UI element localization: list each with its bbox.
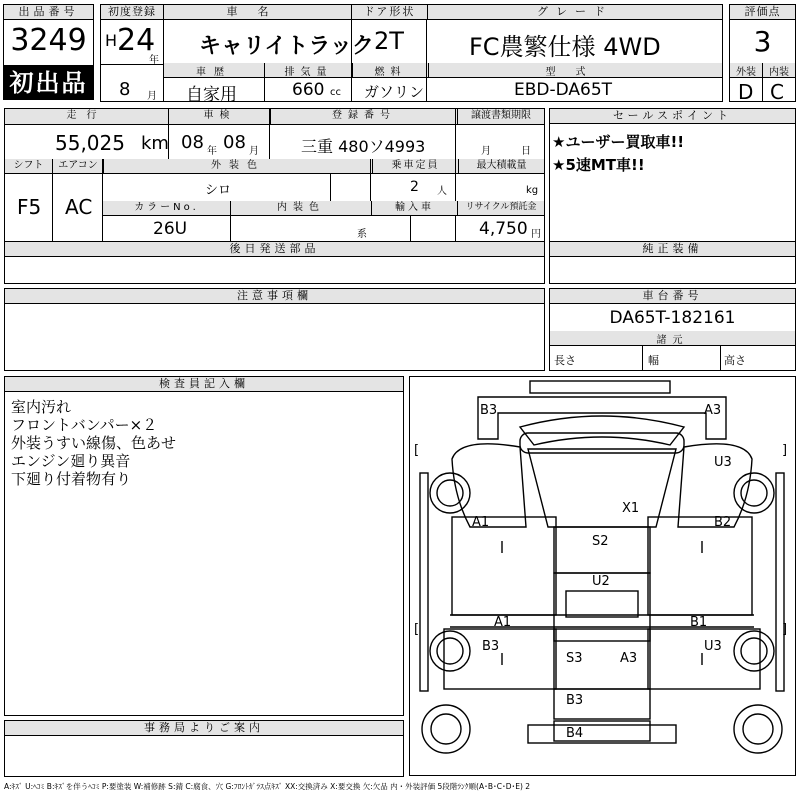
km-unit: km xyxy=(141,133,169,154)
sales-point-box xyxy=(549,108,796,242)
genuine-equipment-label: 純正装備 xyxy=(550,242,795,257)
mileage: 55,025 xyxy=(55,131,125,155)
displacement-label: 排気量 xyxy=(264,63,352,77)
score-box xyxy=(729,4,796,102)
chassis-box xyxy=(549,288,796,371)
registration-month: 8 xyxy=(119,79,131,100)
damage-mark-bed-floor-left: S3 xyxy=(566,651,583,666)
inspection-year-unit: 年 xyxy=(207,146,217,157)
recycle-fee: 4,750 xyxy=(479,219,528,239)
first-listing-badge: 初出品 xyxy=(3,66,94,100)
damage-mark-right-quarter: U3 xyxy=(704,639,722,654)
transfer-label: 譲渡書類期限 xyxy=(457,109,544,124)
ac: AC xyxy=(65,195,93,219)
height-label: 高さ xyxy=(724,354,746,367)
body-color: シロ xyxy=(205,183,232,198)
interior-color-label: 内装色 xyxy=(230,201,371,215)
bracket-right-1: ] xyxy=(782,443,788,458)
capacity-label: 乗車定員 xyxy=(372,159,458,173)
lot-number-box xyxy=(3,4,94,66)
bracket-left-2: [ xyxy=(414,622,420,637)
details-box xyxy=(4,108,545,242)
damage-mark-right-fender: U3 xyxy=(714,455,732,470)
grade-label: グレード xyxy=(427,5,722,19)
inspection-month-unit: 月 xyxy=(249,146,259,157)
later-parts-box xyxy=(4,241,545,284)
inspection-label: 車検 xyxy=(168,109,270,124)
lot-number: 3249 xyxy=(10,23,87,58)
shift: F5 xyxy=(17,195,42,219)
dims-label: 諸元 xyxy=(550,331,795,346)
inspector-line-5: 下廻り付着物有り xyxy=(11,470,132,488)
history-label: 車歴 xyxy=(196,67,232,78)
plate-label: 登録番号 xyxy=(270,109,457,124)
inspector-label: 検査員記入欄 xyxy=(5,377,403,392)
grade: FC農繁仕様 4WD xyxy=(469,33,661,61)
era: H xyxy=(105,31,118,50)
import-label: 輸入車 xyxy=(371,201,457,215)
damage-mark-rear-bumper: B4 xyxy=(566,726,584,741)
color-number: 26U xyxy=(153,219,188,239)
recycle-label: リサイクル預託金 xyxy=(457,201,544,215)
damage-mark-left-door: A1 xyxy=(472,515,490,530)
exterior-label: 外装 xyxy=(736,67,756,78)
lot-number-label: 出品番号 xyxy=(4,5,93,20)
chassis-label: 車台番号 xyxy=(550,289,795,304)
persons-unit: 人 xyxy=(437,186,447,197)
door-type: 2T xyxy=(374,27,404,55)
capacity: 2 xyxy=(410,179,419,195)
door-label: ドア形状 xyxy=(351,5,427,19)
legend: A:ｷｽﾞ U:ﾍｺﾐ B:ｷｽﾞを伴うﾍｺﾐ P:要塗装 W:補修跡 S:錆 C:腐食、穴 G:ﾌﾛﾝﾄｶﾞﾗｽ点ｷｽﾞ XX:交換済み X:要交換 欠:欠品 内・外装評価 5段階ﾗﾝｸ順(A･B･C･D･E) 2 xyxy=(4,782,531,791)
registration-box xyxy=(100,4,164,102)
damage-mark-right-rail: B1 xyxy=(690,615,708,630)
score-label: 評価点 xyxy=(730,5,795,20)
fuel: ガソリン xyxy=(364,83,425,101)
damage-mark-tailgate: B3 xyxy=(566,693,584,708)
ac-label: エアコン xyxy=(52,159,103,173)
office-box xyxy=(4,720,404,777)
score: 3 xyxy=(753,25,772,58)
yen-unit: 円 xyxy=(531,229,541,240)
transfer-month: 月 xyxy=(481,146,491,157)
inspector-line-1: 室内汚れ xyxy=(11,398,72,416)
plate-number: 三重 480ソ4993 xyxy=(301,137,426,156)
damage-mark-bed: U2 xyxy=(592,574,610,589)
color-label: 外装色 xyxy=(103,159,372,173)
inspection-month: 08 xyxy=(223,132,246,153)
model: EBD-DA65T xyxy=(514,80,613,100)
damage-mark-windshield: X1 xyxy=(622,501,640,516)
width-label: 幅 xyxy=(648,354,659,367)
damage-mark-front-right: A3 xyxy=(704,403,722,418)
fuel-label: 燃料 xyxy=(352,63,428,77)
load-unit: kg xyxy=(526,185,539,196)
inspector-box xyxy=(4,376,404,716)
mileage-label: 走行 xyxy=(66,110,107,121)
displacement: 660 xyxy=(292,80,325,100)
vehicle-info-header xyxy=(164,5,722,20)
interior-label: 内装 xyxy=(762,63,795,77)
car-name-label: 車名 xyxy=(226,5,289,18)
chassis-number: DA65T-182161 xyxy=(609,308,736,328)
registration-year: 24 xyxy=(117,23,156,58)
inspection-year: 08 xyxy=(181,132,204,153)
history: 自家用 xyxy=(186,85,237,105)
color-no-label: カラーNo. xyxy=(134,202,199,213)
sales-point-label: セールスポイント xyxy=(550,109,795,124)
office-label: 事務局よりご案内 xyxy=(5,721,403,736)
year-unit: 年 xyxy=(149,55,159,66)
vehicle-info-box xyxy=(163,4,723,105)
damage-mark-left-quarter: B3 xyxy=(482,639,500,654)
notes-label: 注意事項欄 xyxy=(5,289,544,304)
length-label: 長さ xyxy=(554,354,576,367)
damage-diagram xyxy=(409,376,796,776)
registration-label: 初度登録 xyxy=(101,5,163,20)
month-unit: 月 xyxy=(147,91,157,102)
inspector-line-3: 外装うすい線傷、色あせ xyxy=(11,434,177,452)
car-name: キャリイトラック xyxy=(199,34,374,59)
model-label: 型式 xyxy=(428,63,722,77)
bracket-right-2: ] xyxy=(782,622,788,637)
load-label: 最大積載量 xyxy=(458,159,544,173)
later-parts-label: 後日発送部品 xyxy=(5,242,544,257)
damage-mark-left-rail: A1 xyxy=(494,615,512,630)
sales-point-2: ★5速MT車!! xyxy=(552,156,645,174)
damage-mark-front-left: B3 xyxy=(480,403,498,418)
inspector-line-2: フロントバンパー×２ xyxy=(11,416,158,434)
sales-point-1: ★ユーザー買取車!! xyxy=(552,133,685,151)
interior-unit: 系 xyxy=(357,229,367,240)
interior-grade: C xyxy=(770,80,784,104)
damage-mark-bed-floor-right: A3 xyxy=(620,651,638,666)
bracket-left-1: [ xyxy=(414,443,420,458)
damage-mark-roof: S2 xyxy=(592,534,609,549)
notes-box xyxy=(4,288,545,371)
exterior-grade: D xyxy=(738,80,754,104)
shift-label: シフト xyxy=(13,160,44,171)
transfer-day: 日 xyxy=(521,146,531,157)
genuine-equipment-box xyxy=(549,241,796,284)
inspector-line-4: エンジン廻り異音 xyxy=(11,452,131,470)
damage-mark-right-door: B2 xyxy=(714,515,732,530)
cc-unit: cc xyxy=(330,87,341,98)
